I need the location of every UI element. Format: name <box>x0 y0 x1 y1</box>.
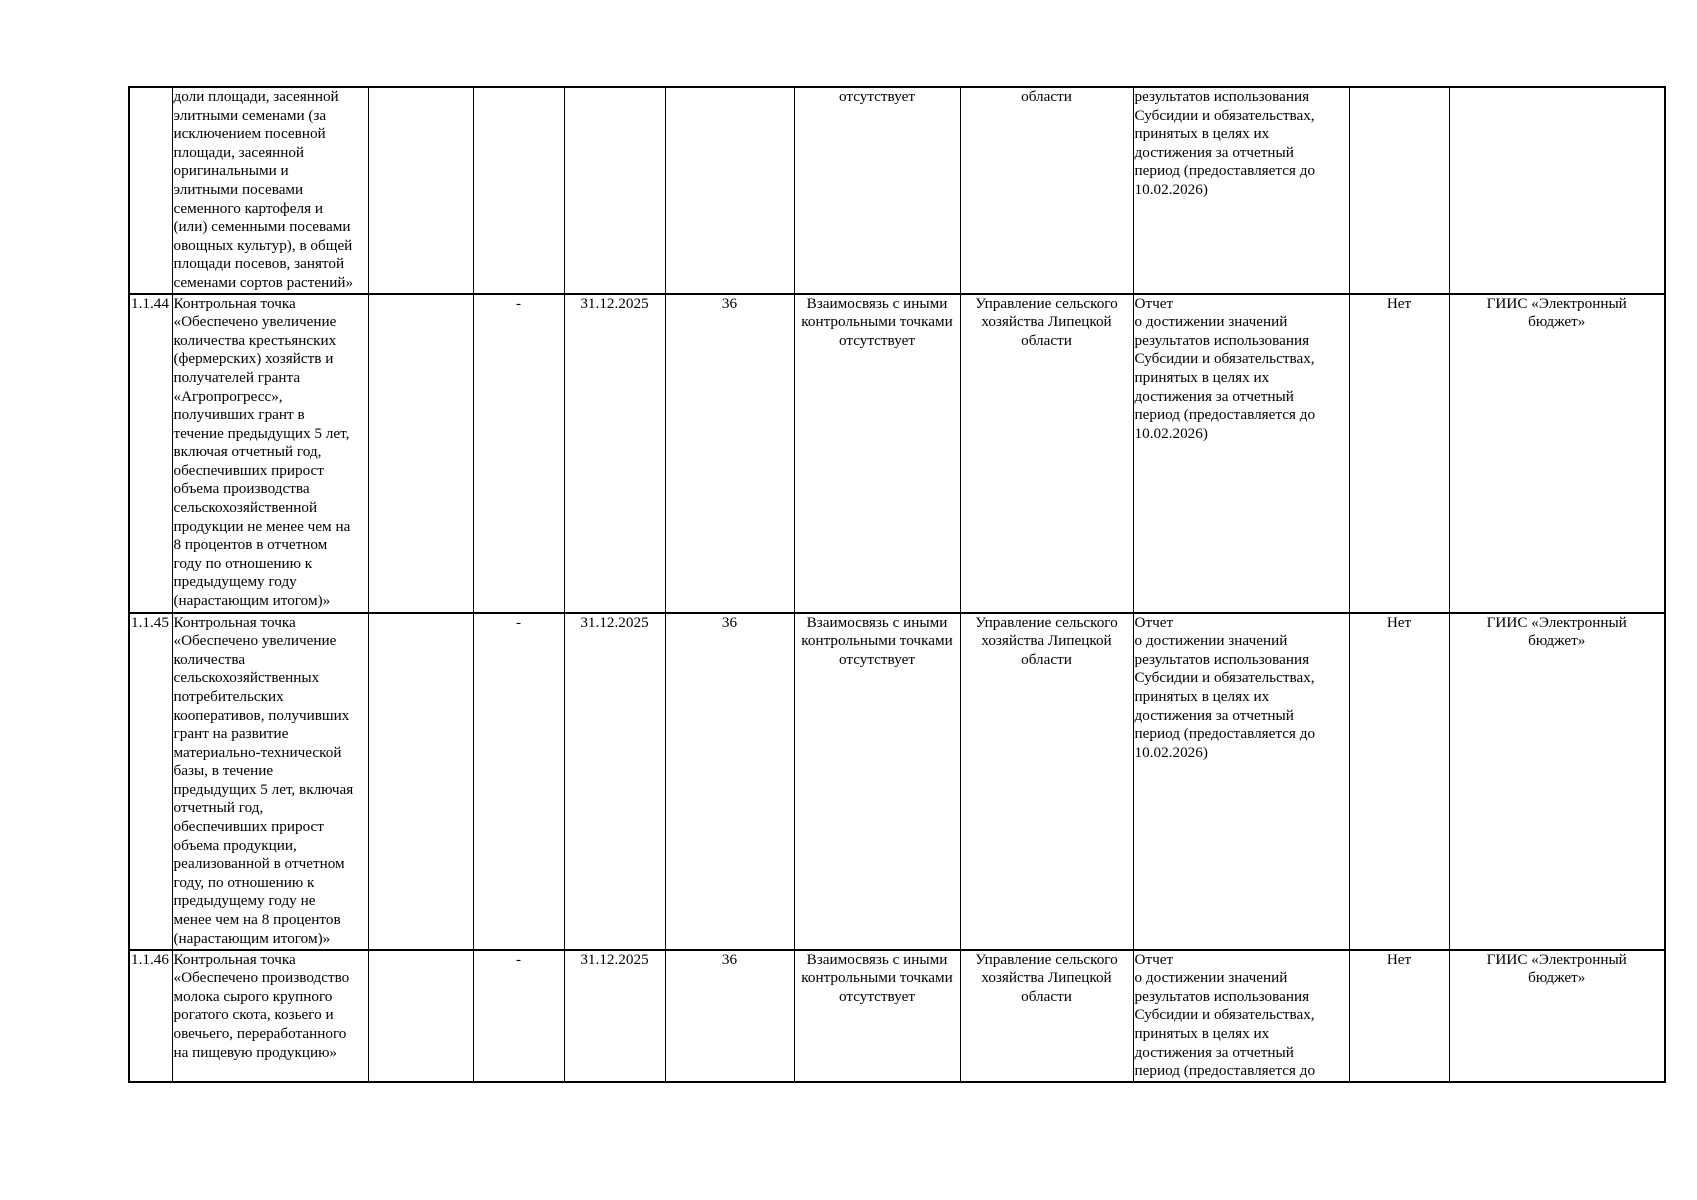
row-number: 1.1.46 <box>129 950 172 1082</box>
information-system: ГИИС «Электронный бюджет» <box>1449 950 1665 1082</box>
days-count: 36 <box>665 950 794 1082</box>
dash-cell: - <box>473 294 564 613</box>
report-description: Отчет о достижении значений результатов использования Субсидии и обязательствах, принятых в целях их достижения за отчетный период (предоставляется до 10.02.2026) <box>1133 294 1349 613</box>
row-number <box>129 87 172 294</box>
relationship-text: Взаимосвязь с иными контрольными точками отсутствует <box>794 613 960 950</box>
row-number: 1.1.44 <box>129 294 172 613</box>
control-point-name: доли площади, засеянной элитными семенами (за исключением посевной площади, засеянной оригинальными и элитными посевами семенного картофеля и (или) семенными посевами овощных культур), в общей площади посевов, занятой семенами сортов растений» <box>172 87 368 294</box>
flag-value: Нет <box>1349 613 1449 950</box>
control-points-table <box>128 86 1666 1083</box>
control-point-name: Контрольная точка «Обеспечено производство молока сырого крупного рогатого скота, козьего и овечьего, переработанного на пищевую продукцию» <box>172 950 368 1082</box>
relationship-text: отсутствует <box>794 87 960 294</box>
deadline-date <box>564 87 665 294</box>
table-row <box>129 294 1665 613</box>
empty-cell <box>368 294 473 613</box>
report-description: Отчет о достижении значений результатов использования Субсидии и обязательствах, принятых в целях их достижения за отчетный период (предоставляется до <box>1133 950 1349 1082</box>
information-system <box>1449 87 1665 294</box>
deadline-date: 31.12.2025 <box>564 294 665 613</box>
control-point-name: Контрольная точка «Обеспечено увеличение количества крестьянских (фермерских) хозяйств и получателей гранта «Агропрогресс», получивших грант в течение предыдущих 5 лет, включая отчетный год, обеспечивших прирост объема производства сельскохозяйственной продукции не менее чем на 8 процентов в отчетном году по отношению к предыдущему году (нарастающим итогом)» <box>172 294 368 613</box>
flag-value: Нет <box>1349 294 1449 613</box>
control-point-name: Контрольная точка «Обеспечено увеличение количества сельскохозяйственных потребительских кооперативов, получивших грант на развитие материально-технической базы, в течение предыдущих 5 лет, включая отчетный год, обеспечивших прирост объема продукции, реализованной в отчетном году, по отношению к предыдущему году не менее чем на 8 процентов (нарастающим итогом)» <box>172 613 368 950</box>
days-count: 36 <box>665 294 794 613</box>
report-description: результатов использования Субсидии и обязательствах, принятых в целях их достижения за отчетный период (предоставляется до 10.02.2026) <box>1133 87 1349 294</box>
dash-cell <box>473 87 564 294</box>
information-system: ГИИС «Электронный бюджет» <box>1449 294 1665 613</box>
empty-cell <box>368 87 473 294</box>
relationship-text: Взаимосвязь с иными контрольными точками отсутствует <box>794 950 960 1082</box>
information-system: ГИИС «Электронный бюджет» <box>1449 613 1665 950</box>
dash-cell: - <box>473 613 564 950</box>
deadline-date: 31.12.2025 <box>564 613 665 950</box>
empty-cell <box>368 950 473 1082</box>
responsible-body: Управление сельского хозяйства Липецкой области <box>960 950 1133 1082</box>
table-row <box>129 950 1665 1082</box>
relationship-text: Взаимосвязь с иными контрольными точками отсутствует <box>794 294 960 613</box>
row-number: 1.1.45 <box>129 613 172 950</box>
table-row <box>129 87 1665 294</box>
flag-value: Нет <box>1349 950 1449 1082</box>
report-description: Отчет о достижении значений результатов использования Субсидии и обязательствах, принятых в целях их достижения за отчетный период (предоставляется до 10.02.2026) <box>1133 613 1349 950</box>
responsible-body: Управление сельского хозяйства Липецкой области <box>960 613 1133 950</box>
responsible-body: области <box>960 87 1133 294</box>
days-count <box>665 87 794 294</box>
table-row <box>129 613 1665 950</box>
days-count: 36 <box>665 613 794 950</box>
responsible-body: Управление сельского хозяйства Липецкой области <box>960 294 1133 613</box>
deadline-date: 31.12.2025 <box>564 950 665 1082</box>
dash-cell: - <box>473 950 564 1082</box>
empty-cell <box>368 613 473 950</box>
flag-value <box>1349 87 1449 294</box>
